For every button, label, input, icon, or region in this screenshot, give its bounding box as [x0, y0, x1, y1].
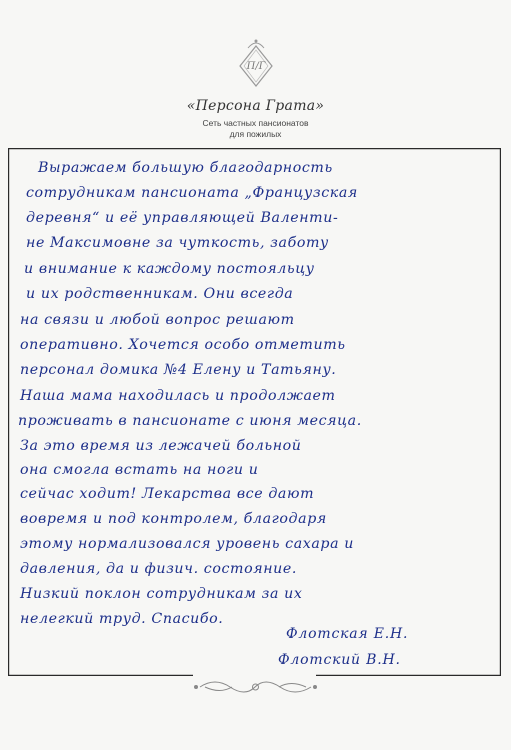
monogram-logo-icon — [234, 36, 278, 92]
footer-ornament-icon — [0, 672, 511, 702]
letter-line: За это время из лежачей больной — [20, 438, 302, 454]
letter-line: этому нормализовался уровень сахара и — [20, 536, 355, 552]
company-logo — [0, 36, 511, 92]
brand-name: «Персона Грата» — [186, 98, 325, 114]
letter-line: Выражаем большую благодарность — [38, 160, 333, 176]
letter-line: она смогла встать на ноги и — [20, 462, 259, 478]
letter-line: Низкий поклон сотрудникам за их — [20, 586, 303, 602]
tagline-line-1: Сеть частных пансионатов — [202, 118, 309, 128]
signature-1: Флотская Е.Н. — [286, 626, 409, 642]
letter-line: вовремя и под контролем, благодаря — [20, 511, 327, 527]
letter-line: и внимание к каждому постояльцу — [24, 261, 315, 277]
letter-line: нелегкий труд. Спасибо. — [20, 611, 224, 627]
letter-line: и их родственникам. Они всегда — [26, 286, 294, 302]
letter-line: оперативно. Хочется особо отметить — [20, 337, 346, 353]
letter-line: давления, да и физич. состояние. — [20, 561, 298, 577]
letter-line: сейчас ходит! Лекарства все дают — [20, 486, 315, 502]
letter-line: не Максимовне за чуткость, заботу — [26, 235, 329, 251]
letter-line: сотрудникам пансионата „Французская — [26, 185, 358, 201]
tagline-line-2: для пожилых — [229, 129, 282, 139]
signature-2: Флотский В.Н. — [278, 652, 401, 668]
letter-line: персонал домика №4 Елену и Татьяну. — [20, 362, 337, 378]
logo-monogram: П/Г — [246, 61, 265, 72]
tagline — [0, 118, 511, 140]
letter-line: проживать в пансионате с июня месяца. — [18, 413, 362, 429]
letter-line: на связи и любой вопрос решают — [20, 312, 295, 328]
letter-line: деревня“ и её управляющей Валенти- — [26, 210, 339, 226]
letter-line: Наша мама находилась и продолжает — [20, 388, 336, 404]
